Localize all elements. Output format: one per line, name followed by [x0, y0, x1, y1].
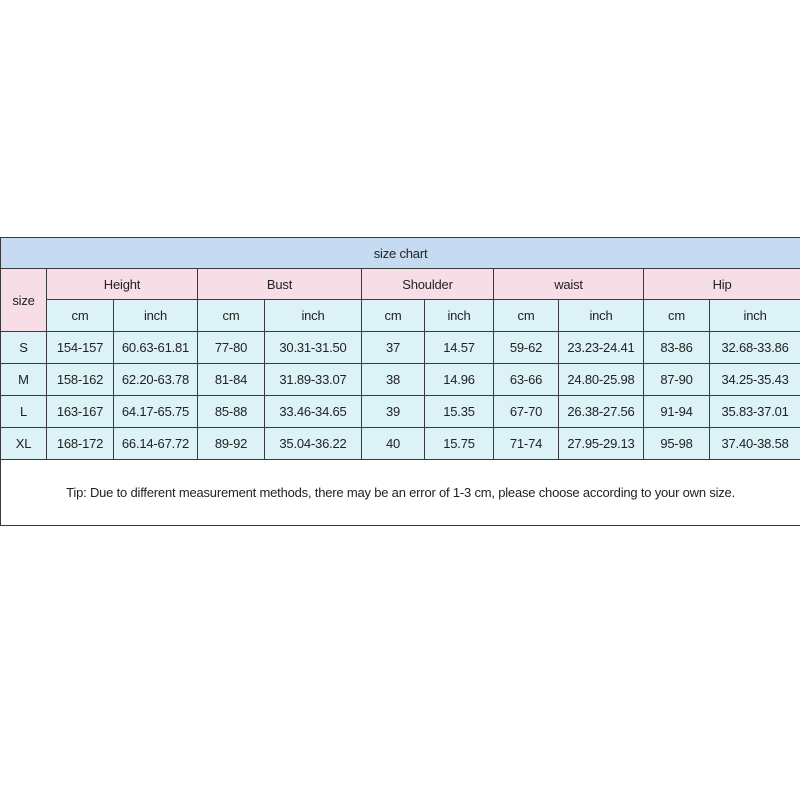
table-cell: 77-80 — [198, 332, 265, 364]
table-cell: 95-98 — [644, 428, 710, 460]
table-cell: 37.40-38.58 — [710, 428, 800, 460]
table-cell: 40 — [362, 428, 425, 460]
table-cell: 35.04-36.22 — [265, 428, 362, 460]
group-header-hip: Hip — [644, 269, 800, 300]
unit-header: inch — [710, 300, 800, 332]
table-row — [1, 364, 800, 396]
table-cell: 62.20-63.78 — [114, 364, 198, 396]
table-cell: 33.46-34.65 — [265, 396, 362, 428]
table-cell: 32.68-33.86 — [710, 332, 800, 364]
table-cell: 158-162 — [47, 364, 114, 396]
table-cell: 89-92 — [198, 428, 265, 460]
group-header-shoulder: Shoulder — [362, 269, 494, 300]
unit-header: inch — [114, 300, 198, 332]
table-cell: 24.80-25.98 — [559, 364, 644, 396]
group-header-waist: waist — [494, 269, 644, 300]
table-cell: 31.89-33.07 — [265, 364, 362, 396]
table-cell: 91-94 — [644, 396, 710, 428]
table-cell: 81-84 — [198, 364, 265, 396]
table-row — [1, 332, 800, 364]
size-column-header: size — [1, 269, 47, 332]
size-chart-table — [0, 237, 800, 526]
table-cell: 23.23-24.41 — [559, 332, 644, 364]
size-chart — [0, 237, 800, 525]
table-cell: 60.63-61.81 — [114, 332, 198, 364]
table-cell: 59-62 — [494, 332, 559, 364]
table-cell: 66.14-67.72 — [114, 428, 198, 460]
table-cell: 15.75 — [425, 428, 494, 460]
group-header-height: Height — [47, 269, 198, 300]
table-cell: 37 — [362, 332, 425, 364]
table-cell: 71-74 — [494, 428, 559, 460]
table-cell: 38 — [362, 364, 425, 396]
size-cell: S — [1, 332, 47, 364]
table-cell: 14.96 — [425, 364, 494, 396]
table-cell: 35.83-37.01 — [710, 396, 800, 428]
table-cell: 15.35 — [425, 396, 494, 428]
table-cell: 34.25-35.43 — [710, 364, 800, 396]
size-cell: L — [1, 396, 47, 428]
table-cell: 87-90 — [644, 364, 710, 396]
table-cell: 14.57 — [425, 332, 494, 364]
unit-header: inch — [425, 300, 494, 332]
table-title: size chart — [1, 238, 800, 269]
table-cell: 64.17-65.75 — [114, 396, 198, 428]
table-cell: 168-172 — [47, 428, 114, 460]
group-header-bust: Bust — [198, 269, 362, 300]
table-row — [1, 396, 800, 428]
unit-header: cm — [198, 300, 265, 332]
table-cell: 154-157 — [47, 332, 114, 364]
unit-header: cm — [362, 300, 425, 332]
unit-header: cm — [644, 300, 710, 332]
unit-header: cm — [47, 300, 114, 332]
table-cell: 67-70 — [494, 396, 559, 428]
table-cell: 39 — [362, 396, 425, 428]
table-cell: 85-88 — [198, 396, 265, 428]
table-cell: 30.31-31.50 — [265, 332, 362, 364]
table-cell: 83-86 — [644, 332, 710, 364]
table-cell: 163-167 — [47, 396, 114, 428]
size-cell: M — [1, 364, 47, 396]
tip-note: Tip: Due to different measurement methods, there may be an error of 1-3 cm, please choose according to your own size. — [1, 460, 800, 526]
table-row — [1, 428, 800, 460]
table-cell: 26.38-27.56 — [559, 396, 644, 428]
unit-header: cm — [494, 300, 559, 332]
table-cell: 27.95-29.13 — [559, 428, 644, 460]
unit-header: inch — [265, 300, 362, 332]
unit-header: inch — [559, 300, 644, 332]
table-cell: 63-66 — [494, 364, 559, 396]
size-cell: XL — [1, 428, 47, 460]
